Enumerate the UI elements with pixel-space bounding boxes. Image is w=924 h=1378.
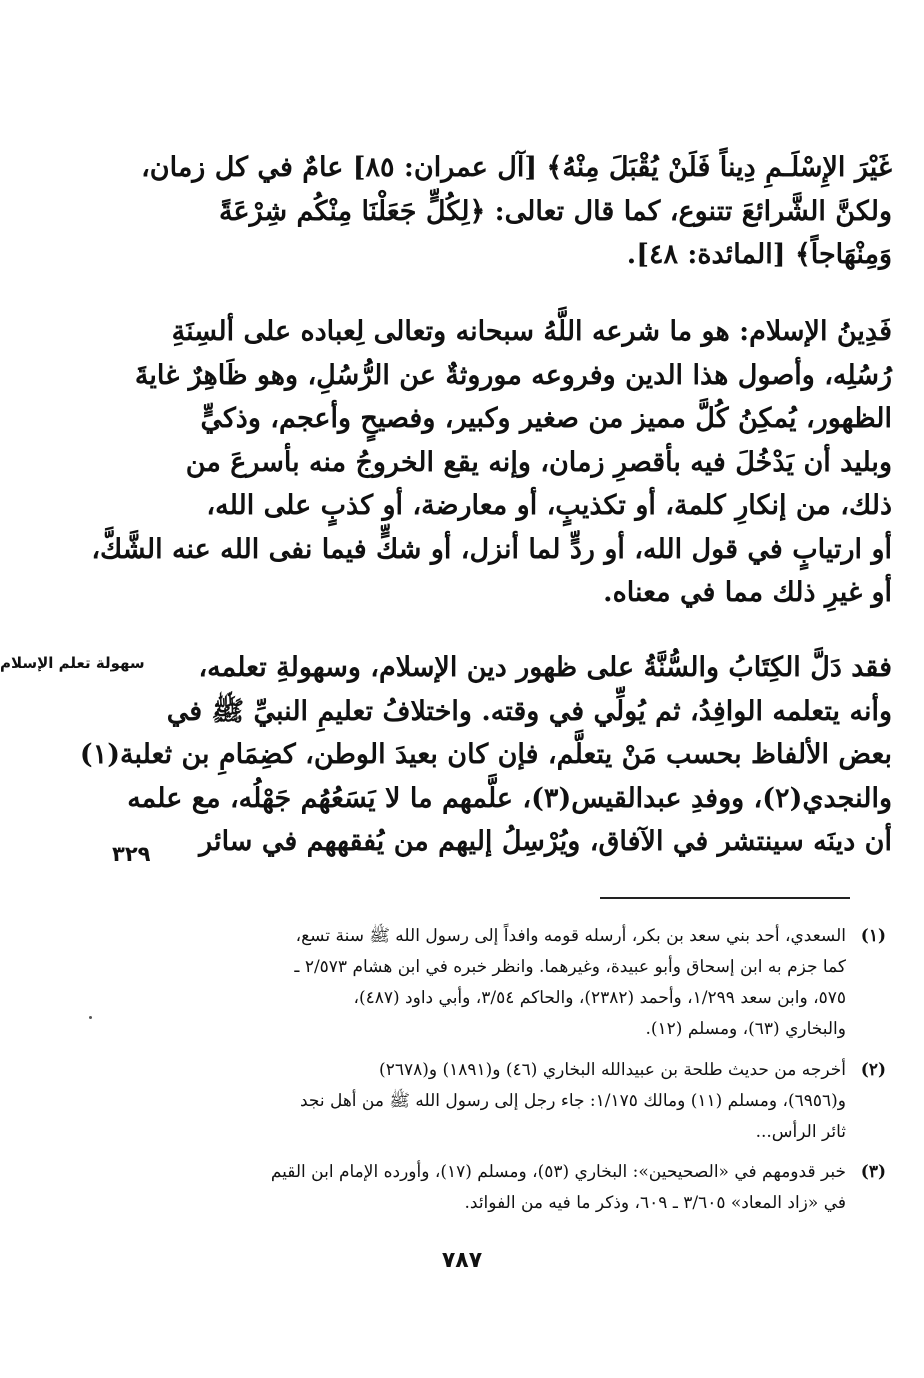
text-line: ذلك، من إنكارِ كلمة، أو تكذيبٍ، أو معارضة، أو كذبٍ على الله، — [206, 490, 892, 521]
footnote-line: السعدي، أحد بني سعد بن بكر، أرسله قومه وافداً إلى رسول الله ﷺ سنة تسع، — [295, 926, 846, 946]
text-line: ولكنَّ الشَّرائعَ تتنوع، كما قال تعالى: ﴿لِكُلٍّ جَعَلْنَا مِنْكُم شِرْعَةً — [219, 195, 892, 227]
paragraph-1 — [141, 146, 892, 277]
footnote-line: ثائر الرأس... — [755, 1122, 846, 1142]
footnote-line: و(٦٩٥٦)، ومسلم (١١) ومالك ١/١٧٥: جاء رجل إلى رسول الله ﷺ من أهل نجد — [299, 1091, 846, 1111]
text-line: وبليد أن يَدْخُلَ فيه بأقصرِ زمان، وإنه يقع الخروجُ منه بأسرعَ من — [185, 446, 892, 478]
footnote-number: (١) — [860, 926, 886, 946]
footnote-number: (٣) — [860, 1162, 886, 1182]
footnote-1 — [186, 921, 886, 1045]
paragraph-2 — [91, 310, 892, 615]
text-line: غَيْرَ الإِسْلَـمِ دِيناً فَلَنْ يُقْبَلَ مِنْهُ﴾ [آل عمران: ٨٥] عامٌ في كل زمان، — [141, 152, 892, 183]
margin-note: سهولة تعلم الإسلام — [0, 654, 145, 672]
footnote-number: (٢) — [860, 1060, 886, 1080]
text-line: فقد دَلَّ الكِتَابُ والسُّنَّةُ على ظهور دين الإسلام، وسهولةِ تعلمه، — [198, 652, 892, 683]
footnote-2 — [186, 1055, 886, 1148]
footnote-line: ٥٧٥، وابن سعد ١/٢٩٩، وأحمد (٢٣٨٢)، والحاكم ٣/٥٤، وأبي داود (٤٨٧)، — [353, 988, 846, 1008]
footnote-divider — [600, 897, 850, 899]
text-line: أن دينَه سينتشر في الآفاق، ويُرْسِلُ إليهم من يُفقههم في سائر — [199, 826, 892, 857]
text-line: أو ارتيابٍ في قول الله، أو ردٍّ لما أنزل، أو شكٍّ فيما نفى الله عنه الشَّكَّ، — [91, 533, 892, 565]
text-line: وَمِنْهَاجاً﴾ [المائدة: ٤٨]. — [626, 239, 892, 270]
footnote-line: والبخاري (٦٣)، ومسلم (١٢). — [645, 1019, 846, 1039]
footnote-3 — [186, 1157, 886, 1219]
reference-number: ٣٢٩ — [112, 842, 151, 866]
footnote-line: في «زاد المعاد» ٣/٦٠٥ ـ ٦٠٩، وذكر ما فيه من الفوائد. — [464, 1193, 846, 1213]
text-line: أو غيرِ ذلك مما في معناه. — [603, 577, 892, 608]
text-line: فَدِينُ الإسلام: هو ما شرعه اللَّهُ سبحانه وتعالى لِعباده على ألسِنَةِ — [171, 316, 892, 347]
footnote-line: خبر قدومهم في «الصحيحين»: البخاري (٥٣)، ومسلم (١٧)، وأورده الإمام ابن القيم — [270, 1162, 846, 1182]
page-number: ٧٨٧ — [441, 1248, 483, 1273]
text-line: الظهور، يُمكِنُ كُلَّ مميز من صغير وكبير، وفصيحٍ وأعجم، وذكيٍّ — [200, 403, 892, 434]
text-line: رُسُلِه، وأصول هذا الدين وفروعه موروثةٌ عن الرُّسُلِ، وهو ظَاهِرٌ غايةَ — [134, 359, 892, 391]
footnote-line: أخرجه من حديث طلحة بن عبيدالله البخاري (٤٦) و(١٨٩١) و(٢٦٧٨) — [379, 1060, 846, 1080]
text-line: بعض الألفاظ بحسب مَنْ يتعلَّم، فإن كان بعيدَ الوطن، كضِمَامِ بن ثعلبة(١) — [79, 739, 892, 770]
text-line: وأنه يتعلمه الوافِدُ، ثم يُولِّي في وقته. واختلافُ تعليمِ النبيِّ ﷺ في — [166, 695, 892, 727]
footnote-line: كما جزم به ابن إسحاق وأبو عبيدة، وغيرهما. وانظر خبره في ابن هشام ٢/٥٧٣ ـ — [294, 957, 846, 977]
scan-speck — [89, 1016, 92, 1019]
text-line: والنجدي(٢)، ووفدِ عبدالقيس(٣)، علَّمهم ما لا يَسَعُهُم جَهْلُه، مع علمه — [127, 782, 892, 814]
